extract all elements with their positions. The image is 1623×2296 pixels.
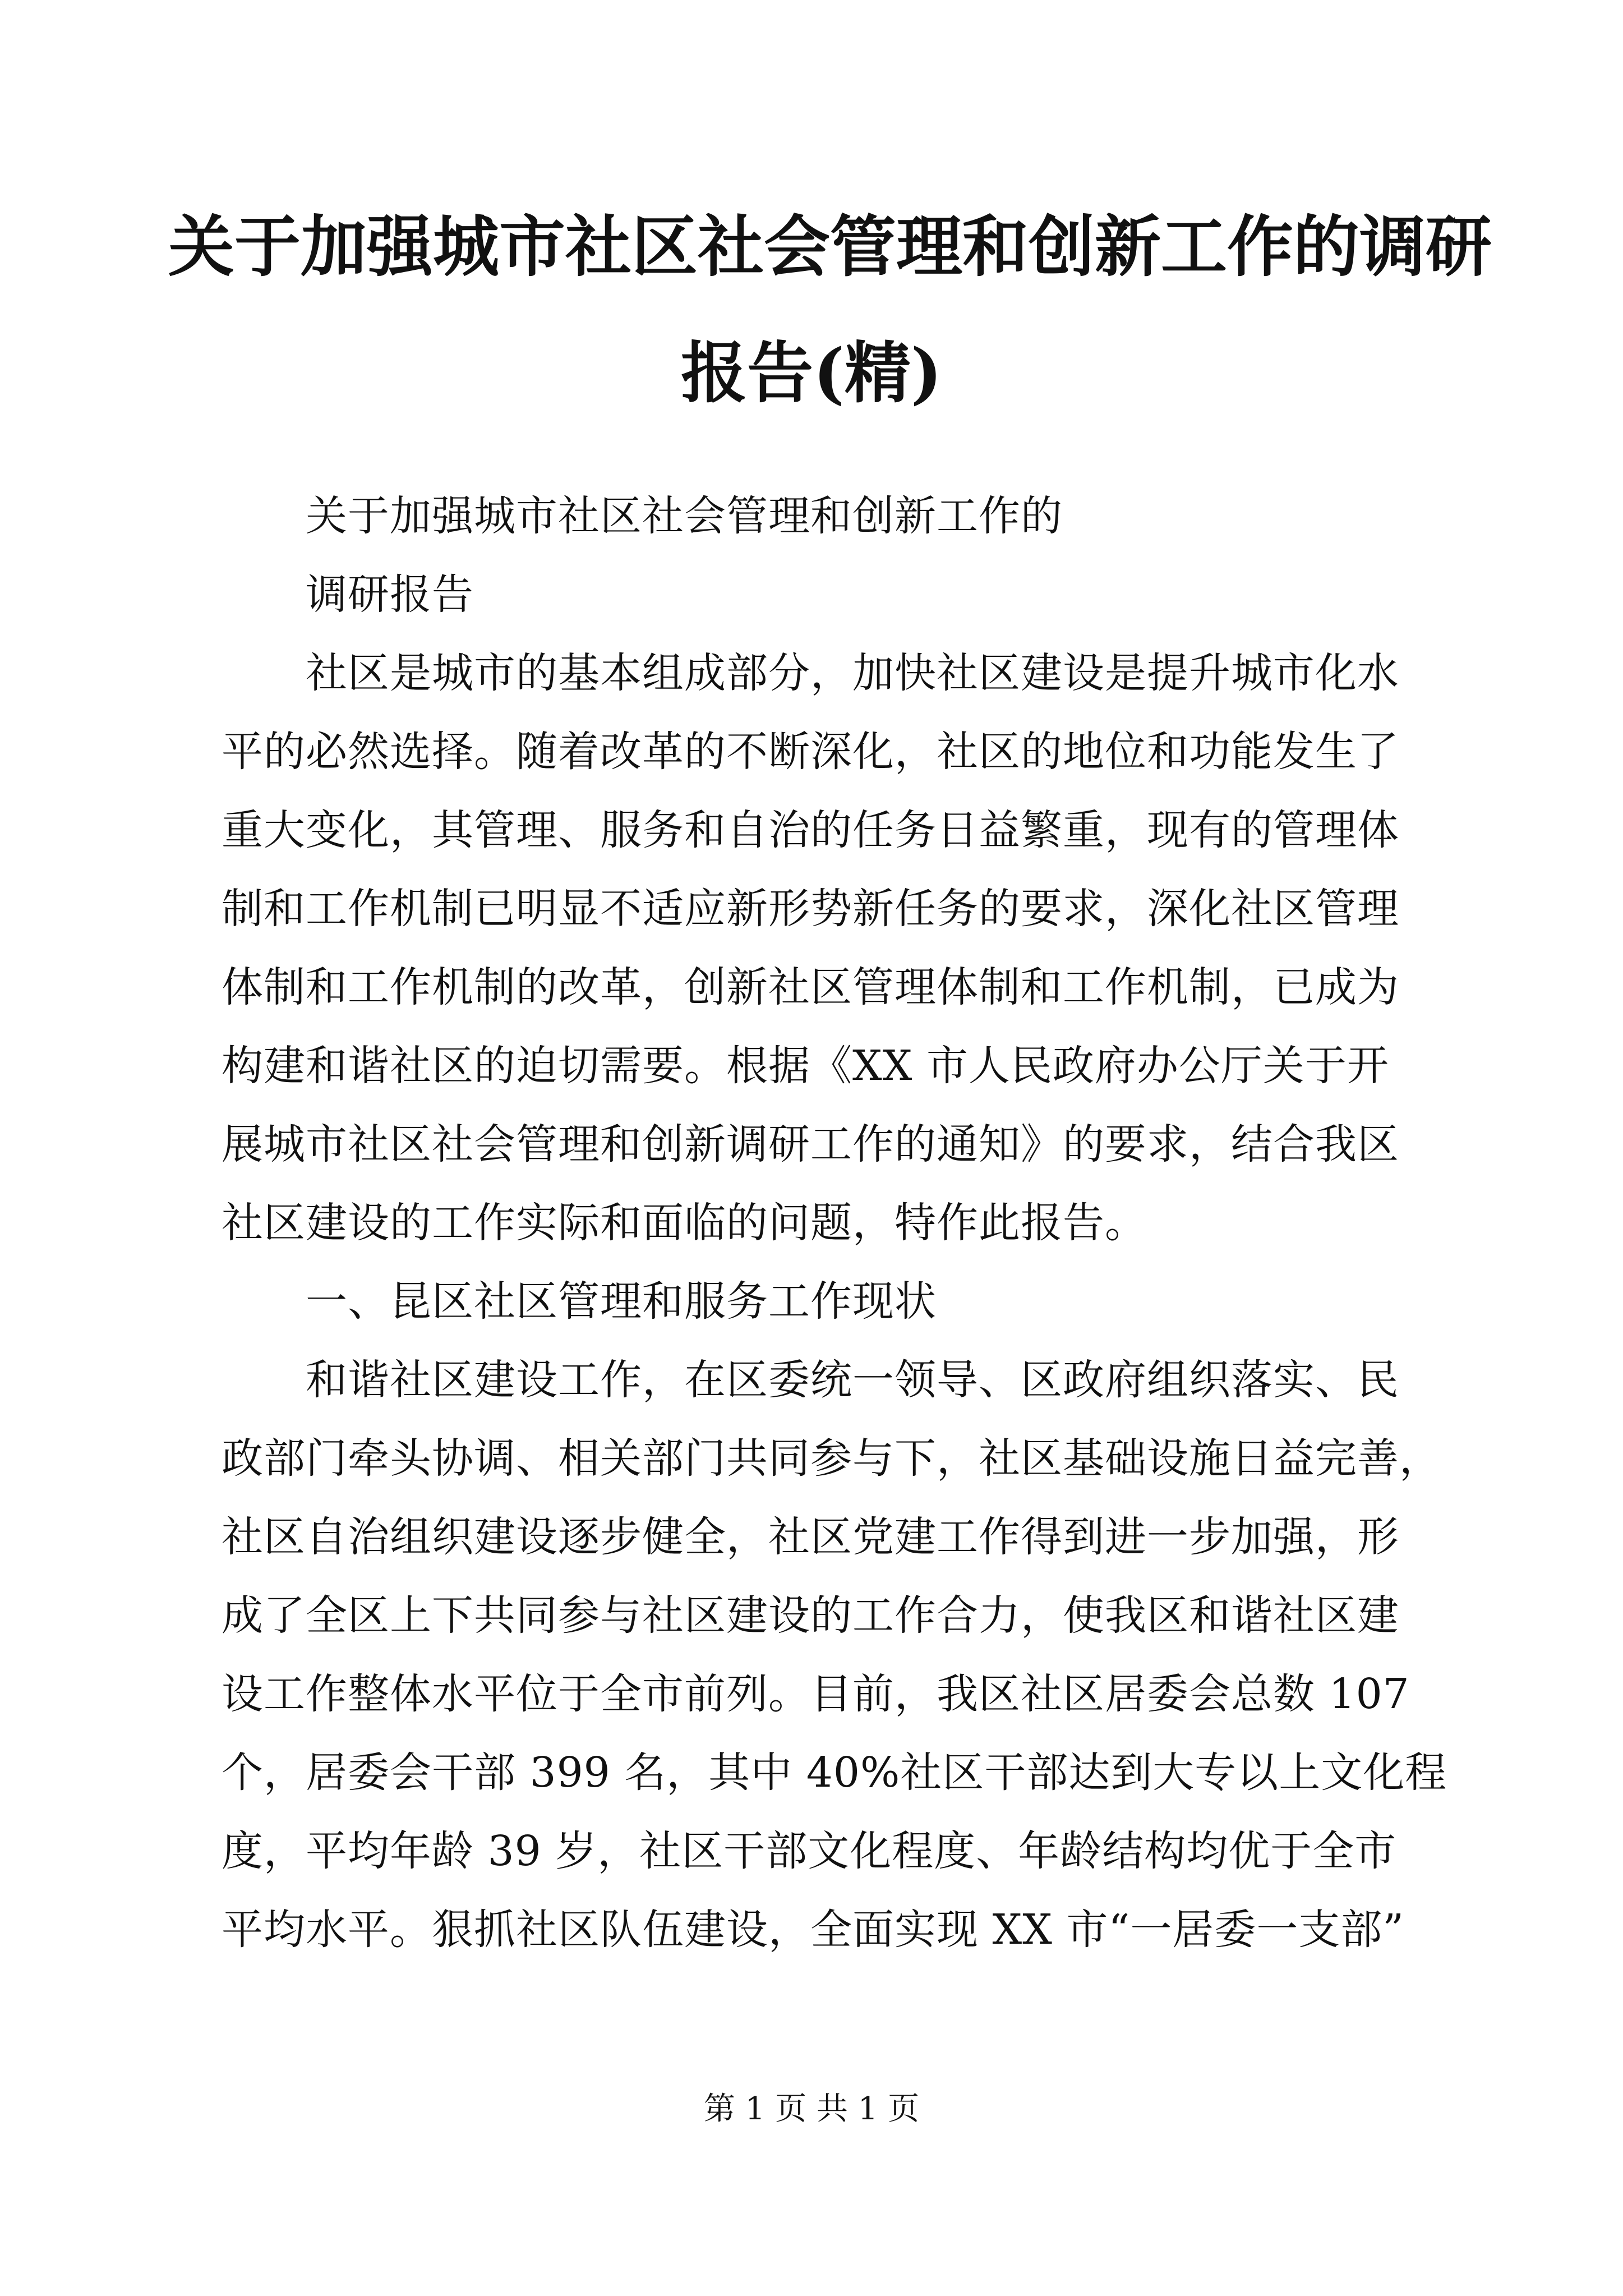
paragraph-1-line: 社区建设的工作实际和面临的问题，特作此报告。 <box>222 1199 1147 1247</box>
subtitle-line-1: 关于加强城市社区社会管理和创新工作的 <box>306 492 1063 540</box>
paragraph-2-line: 成了全区上下共同参与社区建设的工作合力，使我区和谐社区建 <box>222 1591 1399 1640</box>
paragraph-1-line: 制和工作机制已明显不适应新形势新任务的要求，深化社区管理 <box>222 885 1399 933</box>
paragraph-1-line: 构建和谐社区的迫切需要。根据《XX 市人民政府办公厅关于开 <box>222 1042 1389 1090</box>
paragraph-2-line: 社区自治组织建设逐步健全，社区党建工作得到进一步加强，形 <box>222 1513 1399 1561</box>
paragraph-2-line: 平均水平。狠抓社区队伍建设，全面实现 XX 市“一居委一支部” <box>222 1906 1405 1954</box>
paragraph-1-line: 平的必然选择。随着改革的不断深化，社区的地位和功能发生了 <box>222 728 1399 776</box>
section-heading-1: 一、昆区社区管理和服务工作现状 <box>306 1277 937 1326</box>
paragraph-1-line: 重大变化，其管理、服务和自治的任务日益繁重，现有的管理体 <box>222 806 1399 854</box>
paragraph-1-line: 体制和工作机制的改革，创新社区管理体制和工作机制，已成为 <box>222 963 1399 1011</box>
paragraph-2-line: 度，平均年龄 39 岁，社区干部文化程度、年龄结构均优于全市 <box>222 1827 1397 1875</box>
paragraph-2-line: 个，居委会干部 399 名，其中 40%社区干部达到大专以上文化程 <box>222 1749 1447 1797</box>
paragraph-2-line: 政部门牵头协调、相关部门共同参与下，社区基础设施日益完善， <box>222 1434 1441 1483</box>
subtitle-line-2: 调研报告 <box>306 570 474 619</box>
paragraph-1-line: 社区是城市的基本组成部分，加快社区建设是提升城市化水 <box>306 649 1399 697</box>
paragraph-2-line: 和谐社区建设工作，在区委统一领导、区政府组织落实、民 <box>306 1356 1399 1404</box>
document-title-line-2: 报告(精) <box>681 334 942 412</box>
paragraph-2-line: 设工作整体水平位于全市前列。目前，我区社区居委会总数 107 <box>222 1670 1410 1718</box>
paragraph-1-line: 展城市社区社会管理和创新调研工作的通知》的要求，结合我区 <box>222 1120 1399 1168</box>
document-title-line-1: 关于加强城市社区社会管理和创新工作的调研 <box>168 208 1492 286</box>
page-number-footer: 第 1 页 共 1 页 <box>703 2091 920 2127</box>
